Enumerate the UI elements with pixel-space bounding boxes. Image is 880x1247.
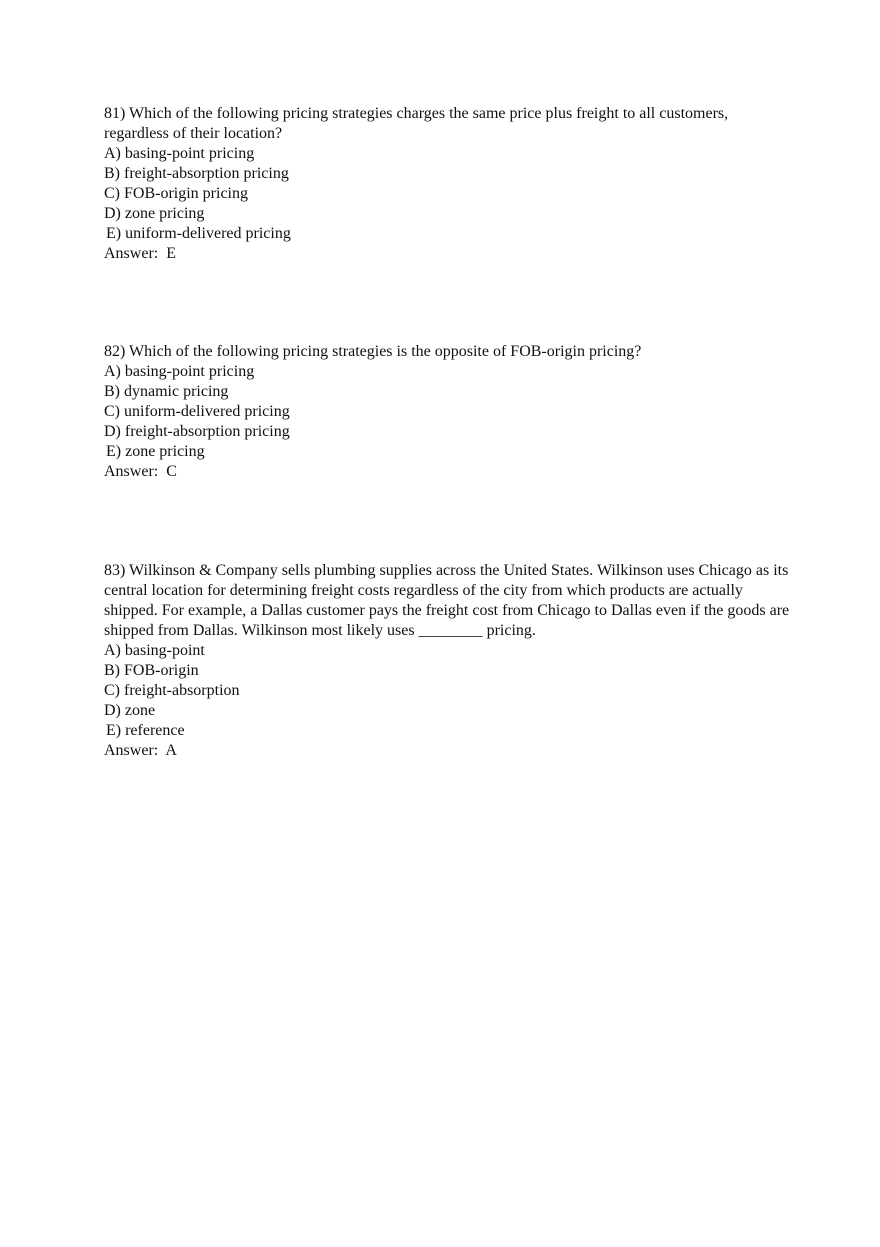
option-c: C) FOB-origin pricing	[104, 185, 248, 202]
option-e: E) reference	[106, 722, 185, 739]
option-b: B) freight-absorption pricing	[104, 165, 289, 182]
option-e: E) uniform-delivered pricing	[106, 225, 291, 242]
option-b: B) FOB-origin	[104, 662, 199, 679]
option-a: A) basing-point pricing	[104, 145, 255, 162]
answer-line: Answer: E	[104, 245, 176, 262]
option-c: C) uniform-delivered pricing	[104, 403, 290, 420]
question-82	[104, 342, 794, 482]
question-stem: 83) Wilkinson & Company sells plumbing supplies across the United States. Wilkinson uses Chicago as its central location for determining freight costs regardless of the city from which products are actually shipped. For example, a Dallas customer pays the freight cost from Chicago to Dallas even if the goods are shipped from Dallas. Wilkinson most likely uses ________ pricing.	[104, 562, 794, 639]
question-81	[104, 104, 794, 264]
question-83	[104, 561, 794, 761]
answer-line: Answer: C	[104, 463, 177, 480]
option-b: B) dynamic pricing	[104, 383, 229, 400]
option-d: D) zone	[104, 702, 156, 719]
answer-line: Answer: A	[104, 742, 177, 759]
option-a: A) basing-point pricing	[104, 363, 255, 380]
option-d: D) freight-absorption pricing	[104, 423, 290, 440]
option-a: A) basing-point	[104, 642, 205, 659]
option-d: D) zone pricing	[104, 205, 205, 222]
question-stem: 81) Which of the following pricing strategies charges the same price plus freight to all customers, regardless of their location?	[104, 105, 733, 142]
question-stem: 82) Which of the following pricing strategies is the opposite of FOB-origin pricing?	[104, 343, 642, 360]
option-e: E) zone pricing	[106, 443, 205, 460]
option-c: C) freight-absorption	[104, 682, 240, 699]
